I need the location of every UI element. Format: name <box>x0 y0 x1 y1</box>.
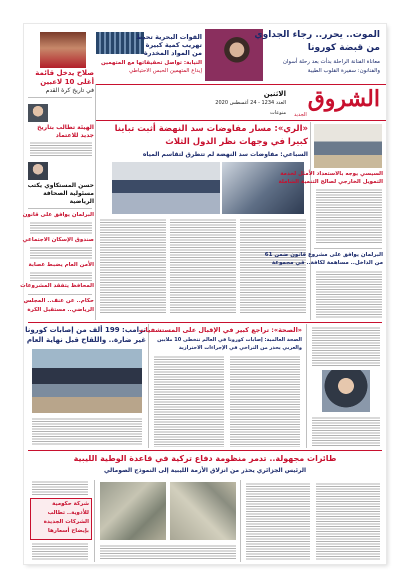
minister-photo <box>322 370 370 412</box>
column-divider <box>240 480 241 562</box>
text-column <box>32 417 142 445</box>
navy-headline-3: من المواد المخدرة <box>143 49 202 57</box>
left-footer-1: حكام.. عن عنف.. المجلس <box>23 298 94 304</box>
newspaper-front-page <box>20 24 386 564</box>
drone-sub: الرئيس الجزائري يحذر من انزلاق الأزمة الليبية إلى النموذج الصومالي <box>103 467 307 474</box>
left-red-line-4: المحافظ يتفقد المشروعات <box>20 283 94 289</box>
text-column <box>316 482 380 560</box>
lead-headline-text-1: مسار مفاوضات سد النهضة أثبت تباينا <box>114 124 272 134</box>
masthead-day: الاثنين <box>263 90 286 98</box>
navy-headline-1: القوات البحرية تحبط <box>136 33 202 41</box>
person-photo-2 <box>28 104 48 122</box>
masthead-logo: الشروق <box>307 86 380 112</box>
sisi-headline-1: السيسي يوجه بالاستعداد الأمثل لخدمة <box>280 171 383 177</box>
text-column <box>316 270 382 318</box>
left-red-line-1: البرلمان يوافق على قانون <box>22 212 94 218</box>
column-divider <box>148 324 149 448</box>
text-column <box>30 141 92 157</box>
text-column <box>312 416 380 446</box>
lead-headline-2: كبيرا في وجهات نظر الدول الثلاث <box>165 137 308 147</box>
navy-sub-1: النيابة: تواصل تحقيقاتها مع المتهمين <box>101 60 202 66</box>
pharma-line-4: بإيضاح أسعارها <box>47 528 89 534</box>
text-column <box>32 542 88 560</box>
text-column <box>316 188 382 244</box>
left-footer-2: الرياضي.. مستقبل الكرة <box>27 307 94 313</box>
pharma-line-3: الشركات الجديدة <box>43 519 89 525</box>
top-story-headline-2: من قبضة كورونا <box>307 43 380 53</box>
divider <box>28 294 92 295</box>
divider <box>28 208 92 209</box>
text-column <box>246 482 310 560</box>
drone-headline: طائرات مجهولة.. تدمر منظومة دفاع تركية في قاعدة الوطية الليبية <box>73 454 337 463</box>
text-column <box>170 218 236 314</box>
satellite-image-right <box>170 482 236 540</box>
column-divider <box>306 324 307 448</box>
person-photo-3 <box>28 162 48 180</box>
video-conference-photo <box>222 162 304 214</box>
section-rule <box>28 322 382 323</box>
left-person-3c: الرياضية <box>69 198 94 205</box>
us-headline-1: ترامب: 199 ألف من إصابات كورونا <box>25 326 146 334</box>
masthead-section-tag: منوعات <box>270 110 286 116</box>
divider <box>28 97 92 98</box>
lead-sub: السباعي: مفاوضات سد النهضة لم تتطرق لتقاسم المياه <box>142 151 308 158</box>
column-divider <box>310 122 311 320</box>
navy-sub-2: إيداع المتهمين الحبس الاحتياطي <box>128 68 202 74</box>
lead-headline-1 <box>98 124 308 134</box>
text-column <box>312 326 380 366</box>
pharma-box <box>30 498 92 540</box>
salah-photo <box>40 32 86 68</box>
text-column <box>240 218 306 314</box>
health-sub-2: والعربي يحذر من التراخي في الإجراءات الاحترازية <box>178 345 302 351</box>
lead-kicker: «الري»: <box>274 124 308 134</box>
masthead-logo-sub: الجديد <box>294 112 307 118</box>
top-story-headline-1: الموت.. يحرر.. رجاء الجداوي <box>254 30 380 40</box>
text-column <box>154 355 224 447</box>
text-column <box>30 271 92 281</box>
text-column <box>32 480 88 496</box>
parliament-headline-1: البرلمان يوافق على مشروع قانون ضمن 61 <box>264 252 383 258</box>
text-column <box>230 355 300 447</box>
left-person-2b: جديد للاعتماد <box>55 132 94 139</box>
sisi-headline-2: التمويل الخارجي لصالح التنمية الشاملة <box>278 179 383 185</box>
health-headline: «الصحة»: تراجع كبير في الإقبال على المستشفيات <box>138 326 302 334</box>
section-rule <box>28 450 382 451</box>
masthead-rule-bottom <box>96 120 386 121</box>
column-divider <box>94 480 95 562</box>
left-person-3: حسن المستكاوي يكتب <box>27 182 94 189</box>
top-story-sub-1: معاناة الفنانة الراحلة بدأت بعد رحلة أسوان <box>282 59 380 65</box>
left-person-2: الهيئة تطالب بتاريخ <box>37 124 94 131</box>
meeting-photo <box>112 162 220 214</box>
trump-photo <box>32 349 142 413</box>
divider <box>314 248 382 249</box>
left-red-line-3: الأمن العام يضبط عصابة <box>28 262 94 268</box>
text-column <box>30 221 92 235</box>
satellite-image-left <box>100 482 166 540</box>
masthead-rule <box>96 84 386 85</box>
text-column <box>100 544 236 560</box>
masthead-issue-line: العدد 1234 - 24 أغسطس 2020 <box>215 100 286 106</box>
salah-headline: صلاح يدخل قائمة <box>35 69 94 77</box>
pharma-line-1: شركة حكومية <box>52 501 89 507</box>
sisi-meeting-photo <box>314 124 382 168</box>
navy-headline-2: تهريب كمية كبيرة <box>145 41 202 49</box>
us-headline-2: غير ضارة.. واللقاح قبل نهاية العام <box>26 336 146 344</box>
left-red-line-2: صندوق الإسكان الاجتماعي <box>22 237 94 243</box>
top-story-sub-2: والفنانون: سفيرة القلوب الطيبة <box>307 68 380 74</box>
column-divider <box>95 84 96 320</box>
salah-headline-2: أغلى 10 لاعبين <box>40 78 94 86</box>
salah-sub: في تاريخ كرة القدم <box>45 87 94 94</box>
parliament-headline-2: من الداخل.. مساهمة لكافة.. في مجموعة <box>271 260 383 266</box>
pharma-line-2: للأدوية.. تطالب <box>47 510 89 516</box>
health-sub-1: الصحة العالمية: إصابات كورونا في العالم تتخطى 10 ملايين <box>157 337 302 343</box>
left-person-3b: مسئولية الصحافة <box>43 190 94 197</box>
text-column <box>100 218 166 314</box>
text-column <box>30 246 92 260</box>
